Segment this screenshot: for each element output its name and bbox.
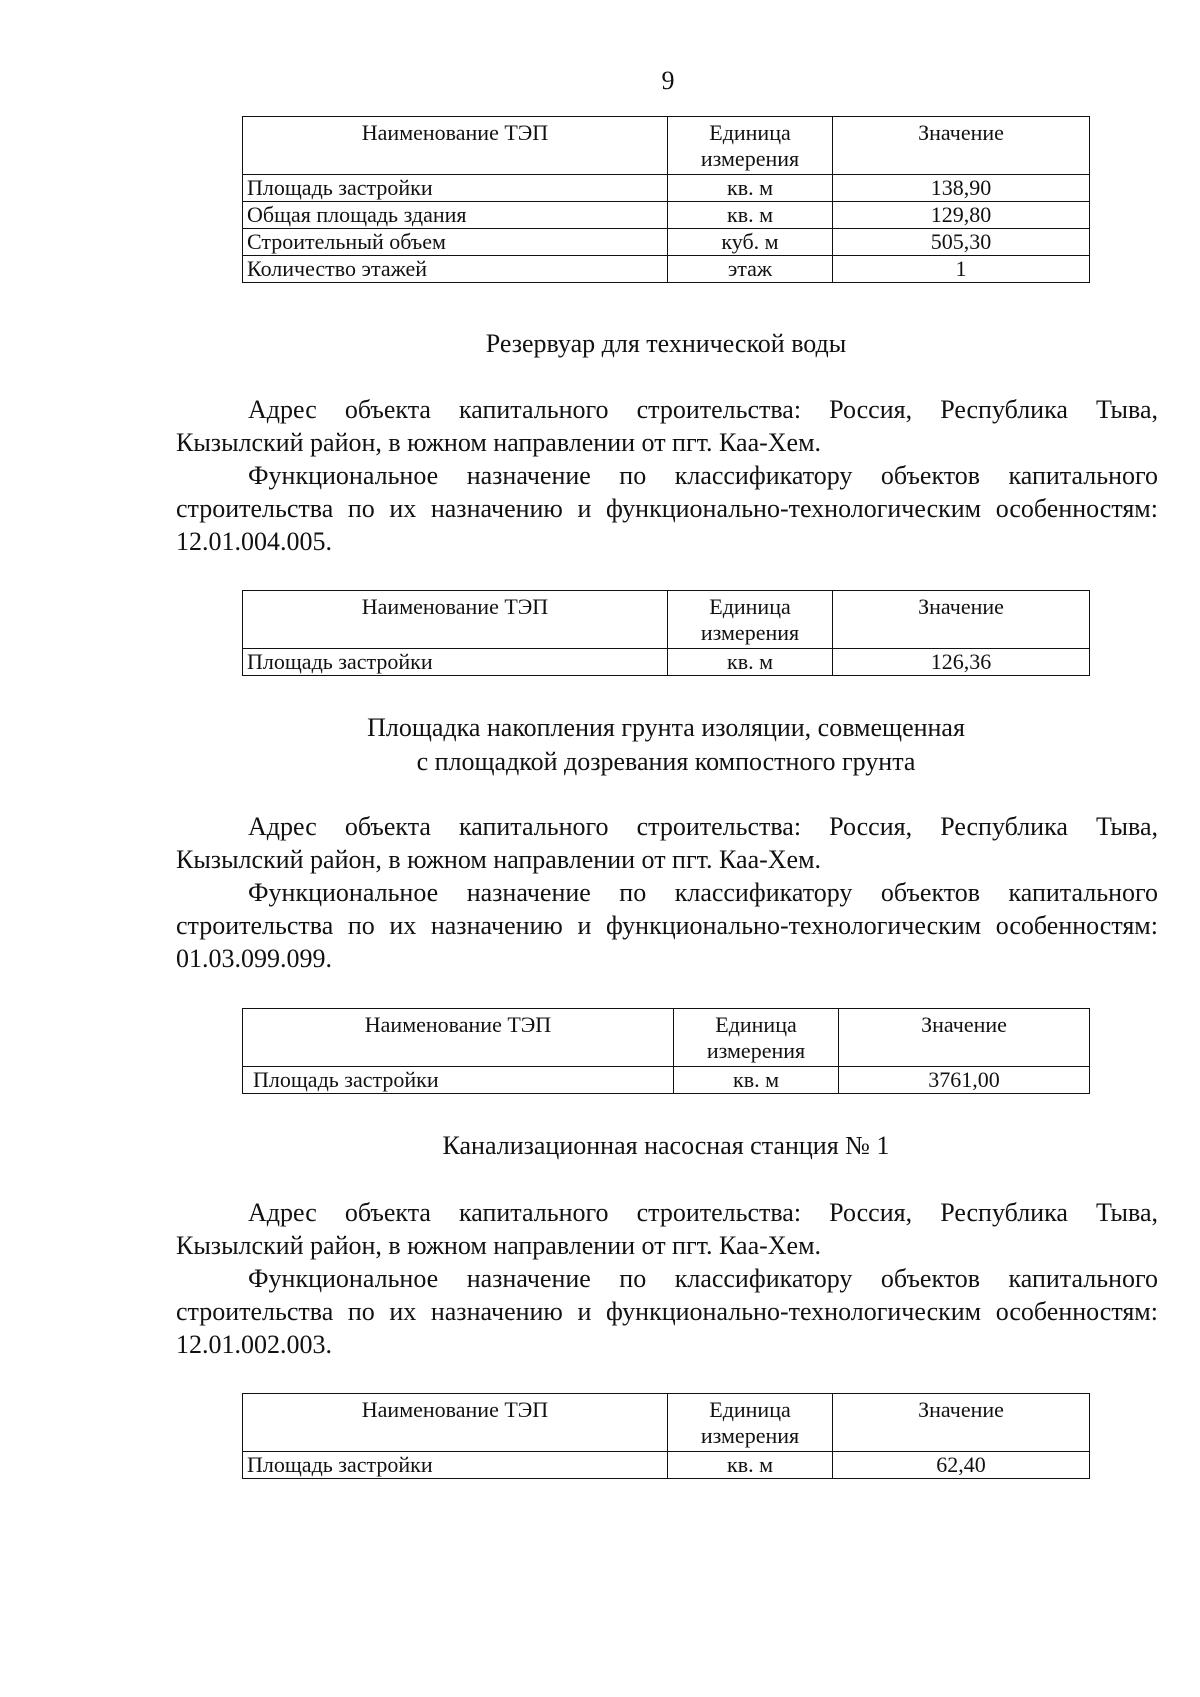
table-row xyxy=(243,1067,1090,1094)
section-title-line-2: с площадкой дозревания компостного грунта xyxy=(416,747,916,776)
tep-table-1 xyxy=(242,116,1090,283)
table-header-row xyxy=(243,591,1090,649)
page-number: 9 xyxy=(661,66,675,95)
section-text-soil-site xyxy=(176,810,1158,975)
header-value: Значение xyxy=(833,591,1090,649)
row-name: Общая площадь здания xyxy=(243,202,668,229)
section-text-reservoir xyxy=(176,393,1158,558)
row-value: 62,40 xyxy=(833,1452,1090,1479)
row-name: Площадь застройки xyxy=(243,1067,674,1094)
header-unit: Единица измерения xyxy=(668,1394,833,1452)
row-unit: кв. м xyxy=(668,175,833,202)
header-name: Наименование ТЭП xyxy=(243,1394,668,1452)
header-value: Значение xyxy=(833,117,1090,175)
row-value: 3761,00 xyxy=(839,1067,1090,1094)
row-unit: кв. м xyxy=(674,1067,839,1094)
tep-table-2 xyxy=(242,590,1090,676)
tep-table-4 xyxy=(242,1393,1090,1479)
table-row xyxy=(243,1452,1090,1479)
table-header-row xyxy=(243,1009,1090,1067)
header-unit: Единица измерения xyxy=(668,591,833,649)
header-value: Значение xyxy=(833,1394,1090,1452)
row-unit: этаж xyxy=(668,256,833,283)
row-unit: куб. м xyxy=(668,229,833,256)
table-header-row xyxy=(243,1394,1090,1452)
row-name: Количество этажей xyxy=(243,256,668,283)
header-unit: Единица измерения xyxy=(668,117,833,175)
section-text-pump-station xyxy=(176,1196,1158,1361)
purpose-paragraph: Функциональное назначение по классификатору объектов капитального строительства по их назначению и функционально-технологическим особенностям: 12.01.002.003. xyxy=(176,1264,1158,1359)
address-paragraph: Адрес объекта капитального строительства: Россия, Республика Тыва, Кызылский район, в южном направлении от пгт. Каа-Хем. xyxy=(176,1198,1158,1260)
row-unit: кв. м xyxy=(668,1452,833,1479)
row-value: 505,30 xyxy=(833,229,1090,256)
section-title-reservoir: Резервуар для технической воды xyxy=(485,329,847,358)
header-value: Значение xyxy=(839,1009,1090,1067)
row-value: 138,90 xyxy=(833,175,1090,202)
row-name: Площадь застройки xyxy=(243,175,668,202)
table-header-row xyxy=(243,117,1090,175)
table-row xyxy=(243,649,1090,676)
section-title-soil-site xyxy=(242,711,1090,779)
header-name: Наименование ТЭП xyxy=(243,117,668,175)
table-row xyxy=(243,175,1090,202)
purpose-paragraph: Функциональное назначение по классификатору объектов капитального строительства по их назначению и функционально-технологическим особенностям: 12.01.004.005. xyxy=(176,461,1158,556)
row-value: 1 xyxy=(833,256,1090,283)
table-row xyxy=(243,229,1090,256)
section-title-pump-station: Канализационная насосная станция № 1 xyxy=(442,1131,890,1160)
row-value: 126,36 xyxy=(833,649,1090,676)
tep-table-3 xyxy=(242,1008,1090,1094)
row-unit: кв. м xyxy=(668,202,833,229)
address-paragraph: Адрес объекта капитального строительства: Россия, Республика Тыва, Кызылский район, в южном направлении от пгт. Каа-Хем. xyxy=(176,812,1158,874)
table-row xyxy=(243,256,1090,283)
header-name: Наименование ТЭП xyxy=(243,1009,674,1067)
row-name: Площадь застройки xyxy=(243,1452,668,1479)
address-paragraph: Адрес объекта капитального строительства: Россия, Республика Тыва, Кызылский район, в южном направлении от пгт. Каа-Хем. xyxy=(176,395,1158,457)
purpose-paragraph: Функциональное назначение по классификатору объектов капитального строительства по их назначению и функционально-технологическим особенностям: 01.03.099.099. xyxy=(176,878,1158,973)
header-name: Наименование ТЭП xyxy=(243,591,668,649)
header-unit: Единица измерения xyxy=(674,1009,839,1067)
row-unit: кв. м xyxy=(668,649,833,676)
row-value: 129,80 xyxy=(833,202,1090,229)
row-name: Площадь застройки xyxy=(243,649,668,676)
row-name: Строительный объем xyxy=(243,229,668,256)
section-title-line-1: Площадка накопления грунта изоляции, совмещенная xyxy=(367,713,965,742)
table-row xyxy=(243,202,1090,229)
